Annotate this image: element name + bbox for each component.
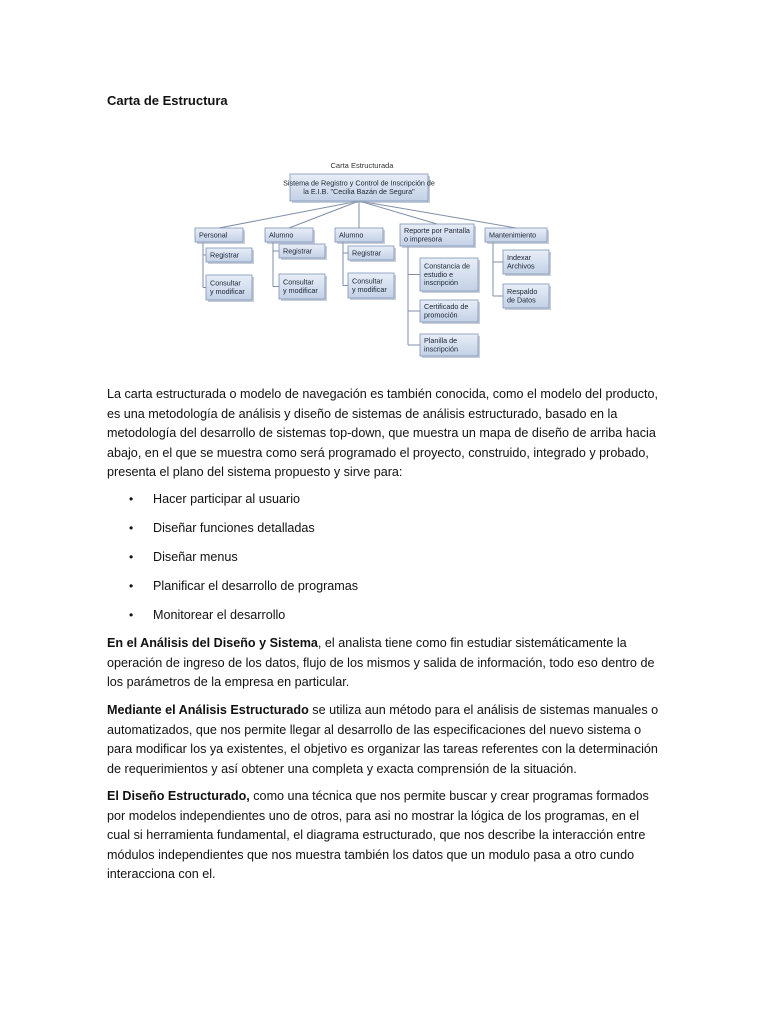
box-label: Alumno [339,230,364,240]
paragraph-line: , el analista tiene como fin estudiar sistemáticamente la [317,636,627,650]
box-label: la E.I.B. "Cecilia Bazán de Segura" [303,186,415,196]
box-label: Alumno [269,230,294,240]
diagram-branch-box [485,228,549,244]
box-label: Registrar [283,246,313,256]
box-label: y modificar [210,286,245,296]
connector-line [219,201,359,228]
bullet-icon: • [129,579,134,593]
structure-chart [0,0,768,380]
list-item-text: Monitorear el desarrollo [153,608,286,622]
bullet-icon: • [129,550,134,564]
box-label: Certificado de [424,302,469,312]
diagram-leaf-box [279,244,327,260]
box-label: o impresora [404,234,442,244]
box-label: estudio e [424,269,454,279]
paragraph-lead: El Diseño Estructurado, [107,789,250,803]
diagram-leaf-box [206,275,254,302]
paragraph-line: se utiliza aun método para el análisis de sistemas manuales o [308,703,659,717]
paragraph-line: para modificar los ya existentes, el objetivo es organizar las tareas referentes con la determinación [107,742,658,757]
box-label: Constancia de [424,261,470,271]
box-label: Consultar [352,276,383,286]
analysis-paragraph [107,634,662,693]
diagram-branch-box [195,228,245,244]
paragraph-line: como una técnica que nos permite buscar y crear programas formados [249,789,649,803]
intro-line: abajo, en el que se muestra como será programado el proyecto, construido, integrado y probado, [107,445,649,460]
list-item-text: Diseñar funciones detalladas [153,521,315,535]
box-label: Indexar [507,253,531,263]
list-item [107,518,662,547]
list-item [107,576,662,605]
bullet-icon: • [129,521,134,535]
box-label: y modificar [352,284,387,294]
diagram-leaf-box [279,274,327,301]
box-label: inscripción [424,278,458,287]
diagram-leaf-box [503,284,551,310]
paragraph-line: interacciona con el. [107,867,216,882]
structured-analysis-paragraph [107,701,662,779]
list-item-text: Diseñar menus [153,550,238,564]
connector-line [289,201,359,228]
paragraph-lead: Mediante el Análisis Estructurado [107,703,309,717]
box-label: de Datos [507,295,536,305]
page-heading: Carta de Estructura [107,93,228,108]
intro-line: metodología del desarrollo de sistemas top-down, que muestra un mapa de diseño de arriba hacia [107,426,656,441]
paragraph-line: automatizados, que nos permite llegar al desarrollo de las especificaciones del nuevo sistema o [107,722,642,737]
box-label: Respaldo [507,287,538,297]
box-label: Sistema de Registro y Control de Inscripción de [283,178,435,188]
box-label: Consultar [210,278,241,288]
structured-design-paragraph [107,787,662,885]
bullet-icon: • [129,608,134,622]
list-item-text: Planificar el desarrollo de programas [153,579,359,593]
purpose-list [107,489,662,634]
list-item [107,547,662,576]
diagram-root-box [283,174,435,203]
diagram-branch-box [265,228,315,244]
box-label: inscripción [424,344,458,354]
diagram-leaf-box [420,334,480,358]
box-label: Registrar [352,248,382,258]
list-item [107,489,662,518]
diagram-branch-box [400,224,476,248]
list-item [107,605,662,634]
box-label: y modificar [283,285,318,295]
intro-line: presenta el plano del sistema propuesto y sirve para: [107,465,403,480]
paragraph-lead: En el Análisis del Diseño y Sistema [107,636,318,650]
paragraph-line: los parámetros de la empresa en particular. [107,675,350,690]
bullet-icon: • [129,492,134,506]
list-item-text: Hacer participar al usuario [153,492,300,506]
box-label: Archivos [507,261,535,271]
paragraph-line: de requerimientos y así obtener una completa y exacta comprensión de la situación. [107,761,577,776]
diagram-leaf-box [420,258,480,293]
paragraph-line: operación de ingreso de los datos, flujo de los mismos y salida de información, todo eso dentro de [107,655,655,670]
paragraph-line: por modelos independientes uno de otros, para asi no mostrar la lógica de los programas, en el [107,808,640,823]
diagram-leaf-box [420,300,480,324]
paragraph-line: módulos independientes que nos muestra también los datos que un modulo pasa a otro cundo [107,847,635,862]
diagram-leaf-box [348,246,396,262]
intro-line: es una metodología de análisis y diseño de sistemas de análisis estructurado, basado en la [107,406,618,421]
intro-paragraph [107,385,662,483]
box-label: Mantenimiento [489,230,537,240]
box-label: Consultar [283,277,314,287]
box-label: promoción [424,310,458,320]
diagram-leaf-box [348,273,396,300]
box-label: Reporte por Pantalla [404,226,470,236]
intro-line: La carta estructurada o modelo de navegación es también conocida, como el modelo del producto, [107,387,658,401]
box-label: Planilla de [424,336,458,346]
paragraph-line: cual si herramienta fundamental, el diagrama estructurado, que nos describe la interacción entre [107,828,646,843]
diagram-boxes [195,174,551,358]
box-label: Personal [199,230,228,240]
diagram-leaf-box [503,250,551,276]
diagram-branch-box [335,228,385,244]
box-label: Registrar [210,250,240,260]
diagram-title: Carta Estructurada [330,161,394,170]
diagram-leaf-box [206,248,254,264]
